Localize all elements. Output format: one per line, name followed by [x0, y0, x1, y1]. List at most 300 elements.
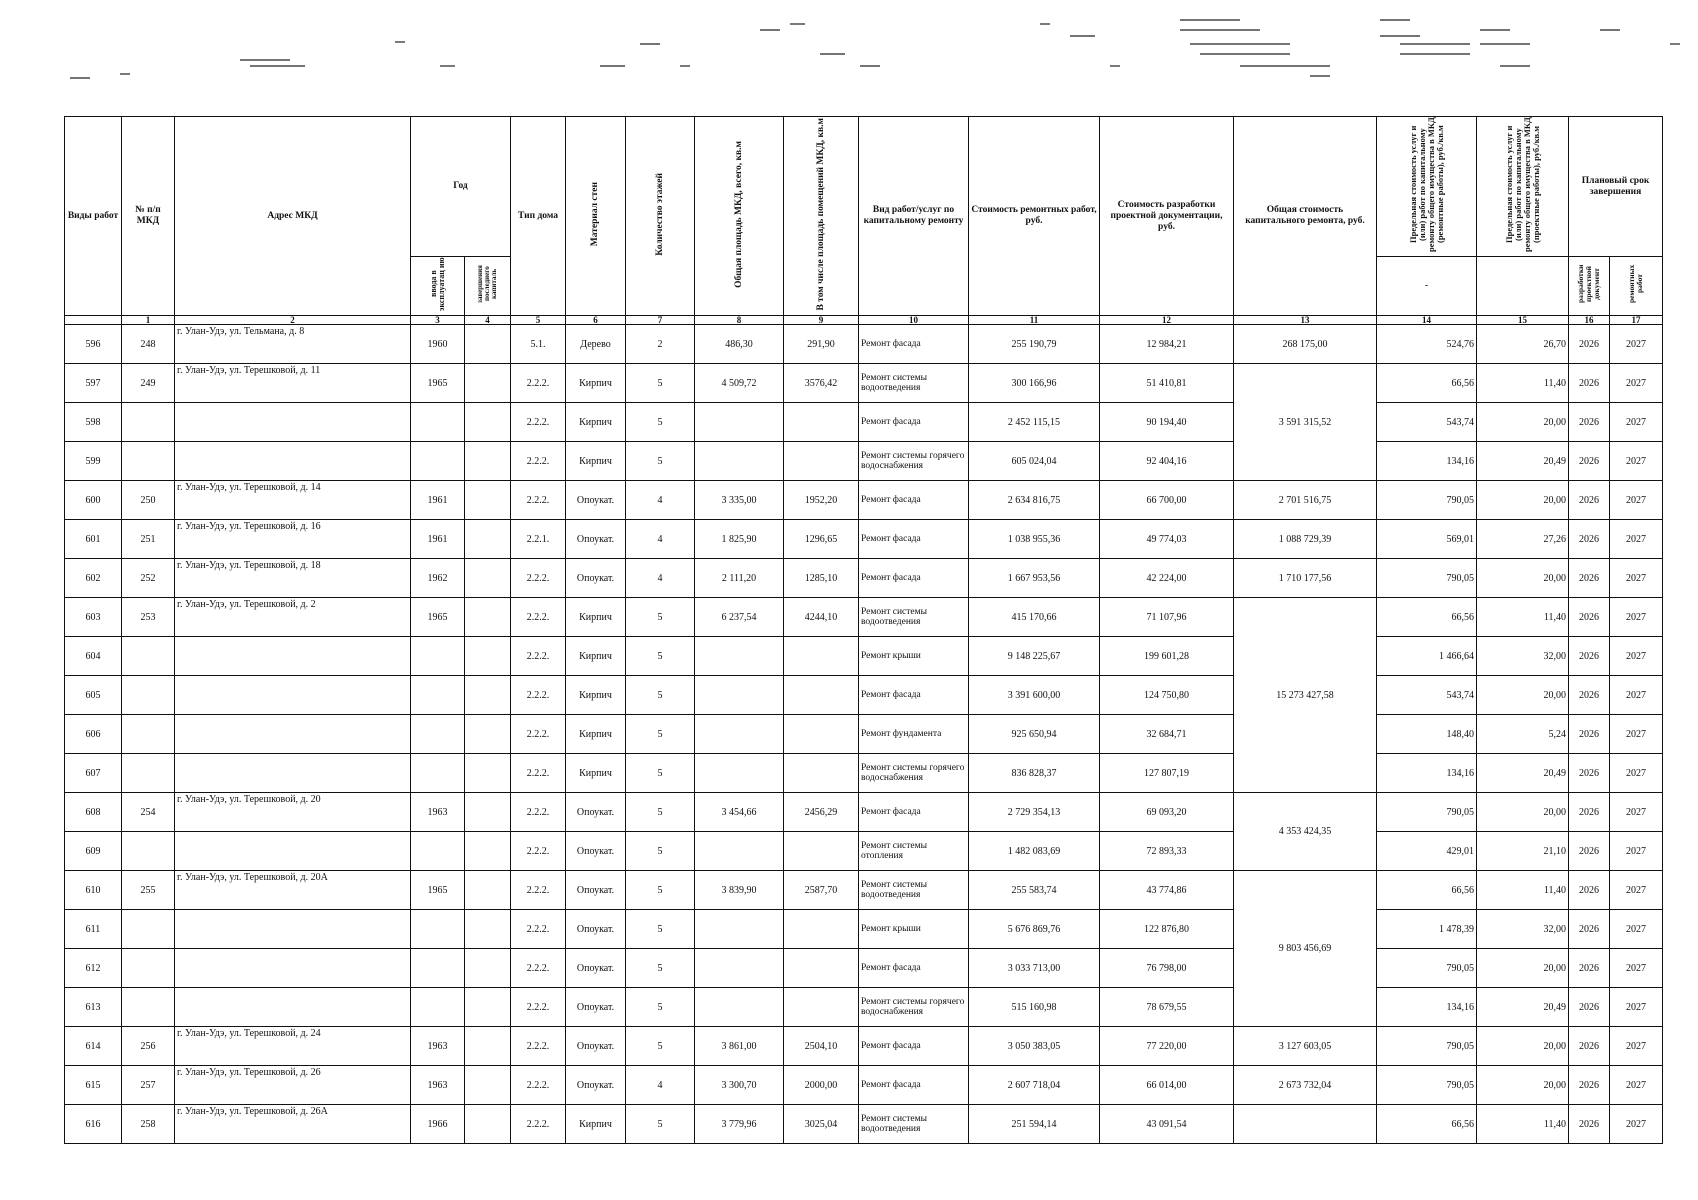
- header-ploshad-text: Общая площадь МКД, всего, кв.м: [733, 140, 744, 288]
- limit-design-cell: 20,49: [1477, 442, 1569, 481]
- design-cost-cell: 71 107,96: [1100, 598, 1234, 637]
- mkd-number-cell: 248: [122, 325, 175, 364]
- design-deadline-cell: 2026: [1569, 325, 1610, 364]
- address-cell: [175, 442, 411, 481]
- total-area-cell: 6 237,54: [695, 598, 784, 637]
- column-number: [65, 316, 122, 325]
- address-cell: г. Улан-Удэ, ул. Терешковой, д. 14: [175, 481, 411, 520]
- header-vid-rabot: Виды работ: [65, 117, 122, 316]
- premises-area-cell: [784, 403, 859, 442]
- repair-deadline-cell: 2027: [1610, 559, 1663, 598]
- work-id-cell: 607: [65, 754, 122, 793]
- wall-material-cell: Опоукат.: [566, 1027, 626, 1066]
- limit-design-cell: 11,40: [1477, 1105, 1569, 1144]
- total-cost-cell: 268 175,00: [1234, 325, 1377, 364]
- limit-repair-cell: 790,05: [1377, 559, 1477, 598]
- total-area-cell: [695, 949, 784, 988]
- house-type-cell: 2.2.2.: [511, 1105, 566, 1144]
- total-cost-cell: 1 710 177,56: [1234, 559, 1377, 598]
- repair-deadline-cell: 2027: [1610, 715, 1663, 754]
- mkd-number-cell: 258: [122, 1105, 175, 1144]
- repair-cost-cell: 1 482 083,69: [969, 832, 1100, 871]
- header-tip-doma: Тип дома: [511, 117, 566, 316]
- design-deadline-cell: 2026: [1569, 1027, 1610, 1066]
- house-type-cell: 2.2.2.: [511, 1027, 566, 1066]
- limit-design-cell: 20,00: [1477, 676, 1569, 715]
- year-last-repair-cell: [465, 442, 511, 481]
- table-row: [65, 559, 1663, 598]
- wall-material-cell: Опоукат.: [566, 481, 626, 520]
- work-id-cell: 615: [65, 1066, 122, 1105]
- limit-repair-cell: 66,56: [1377, 598, 1477, 637]
- address-cell: г. Улан-Удэ, ул. Терешковой, д. 26: [175, 1066, 411, 1105]
- repair-cost-cell: 415 170,66: [969, 598, 1100, 637]
- table-row: [65, 637, 1663, 676]
- limit-design-cell: 11,40: [1477, 871, 1569, 910]
- header-pred2-sub: [1477, 257, 1569, 316]
- repair-cost-cell: 925 650,94: [969, 715, 1100, 754]
- limit-repair-cell: 524,76: [1377, 325, 1477, 364]
- work-type-cell: Ремонт фасада: [859, 403, 969, 442]
- wall-material-cell: Опоукат.: [566, 832, 626, 871]
- year-last-repair-cell: [465, 871, 511, 910]
- year-last-repair-cell: [465, 325, 511, 364]
- mkd-number-cell: [122, 949, 175, 988]
- design-cost-cell: 69 093,20: [1100, 793, 1234, 832]
- repair-cost-cell: 255 190,79: [969, 325, 1100, 364]
- premises-area-cell: [784, 832, 859, 871]
- total-area-cell: 486,30: [695, 325, 784, 364]
- year-last-repair-cell: [465, 1105, 511, 1144]
- table-row: [65, 1027, 1663, 1066]
- repair-cost-cell: 605 024,04: [969, 442, 1100, 481]
- header-pred1-sub: -: [1377, 257, 1477, 316]
- repair-deadline-cell: 2027: [1610, 754, 1663, 793]
- design-cost-cell: 76 798,00: [1100, 949, 1234, 988]
- table-row: [65, 910, 1663, 949]
- year-commissioned-cell: 1961: [411, 481, 465, 520]
- year-commissioned-cell: [411, 403, 465, 442]
- header-stoimost-proekt: Стоимость разработки проектной документации, руб.: [1100, 117, 1234, 316]
- total-area-cell: [695, 910, 784, 949]
- wall-material-cell: Опоукат.: [566, 1066, 626, 1105]
- column-number: 5: [511, 316, 566, 325]
- repair-cost-cell: 836 828,37: [969, 754, 1100, 793]
- work-type-cell: Ремонт фасада: [859, 793, 969, 832]
- column-number: 11: [969, 316, 1100, 325]
- year-last-repair-cell: [465, 988, 511, 1027]
- floors-cell: 5: [626, 442, 695, 481]
- mkd-number-cell: 253: [122, 598, 175, 637]
- year-last-repair-cell: [465, 676, 511, 715]
- mkd-number-cell: [122, 637, 175, 676]
- design-deadline-cell: 2026: [1569, 910, 1610, 949]
- floors-cell: 5: [626, 598, 695, 637]
- column-number: 10: [859, 316, 969, 325]
- total-area-cell: [695, 676, 784, 715]
- year-commissioned-cell: 1965: [411, 871, 465, 910]
- repair-deadline-cell: 2027: [1610, 1066, 1663, 1105]
- mkd-number-cell: [122, 754, 175, 793]
- design-cost-cell: 51 410,81: [1100, 364, 1234, 403]
- repair-cost-cell: 2 452 115,15: [969, 403, 1100, 442]
- repair-deadline-cell: 2027: [1610, 1105, 1663, 1144]
- design-deadline-cell: 2026: [1569, 559, 1610, 598]
- limit-design-cell: 20,49: [1477, 754, 1569, 793]
- column-number-row: [65, 316, 1663, 325]
- design-deadline-cell: 2026: [1569, 871, 1610, 910]
- header-etazhi: [626, 117, 695, 316]
- year-commissioned-cell: 1962: [411, 559, 465, 598]
- repair-deadline-cell: 2027: [1610, 949, 1663, 988]
- design-cost-cell: 127 807,19: [1100, 754, 1234, 793]
- design-cost-cell: 32 684,71: [1100, 715, 1234, 754]
- header-pred1: [1377, 117, 1477, 257]
- header-ploshad-pom-text: В том числе площадь помещений МКД, кв.м: [815, 117, 826, 311]
- design-deadline-cell: 2026: [1569, 442, 1610, 481]
- house-type-cell: 2.2.2.: [511, 598, 566, 637]
- premises-area-cell: 1952,20: [784, 481, 859, 520]
- table-row: [65, 1066, 1663, 1105]
- floors-cell: 5: [626, 403, 695, 442]
- house-type-cell: 2.2.2.: [511, 754, 566, 793]
- header-god-sub2: [465, 257, 511, 316]
- limit-design-cell: 20,00: [1477, 949, 1569, 988]
- house-type-cell: 2.2.2.: [511, 637, 566, 676]
- work-type-cell: Ремонт системы водоотведения: [859, 598, 969, 637]
- house-type-cell: 2.2.2.: [511, 715, 566, 754]
- column-number: 17: [1610, 316, 1663, 325]
- table-row: [65, 754, 1663, 793]
- header-etazhi-text: Количество этажей: [654, 172, 665, 256]
- table-row: [65, 481, 1663, 520]
- design-deadline-cell: 2026: [1569, 988, 1610, 1027]
- header-pred1-text: Предельная стоимость услуг и (или) работ по капитальному ремонту общего имущества в МКД (ремонтные работы), руб./кв.м: [1407, 117, 1445, 252]
- premises-area-cell: [784, 754, 859, 793]
- year-commissioned-cell: [411, 715, 465, 754]
- repair-deadline-cell: 2027: [1610, 832, 1663, 871]
- premises-area-cell: [784, 949, 859, 988]
- premises-area-cell: 4244,10: [784, 598, 859, 637]
- year-last-repair-cell: [465, 637, 511, 676]
- limit-design-cell: 20,00: [1477, 793, 1569, 832]
- premises-area-cell: 2000,00: [784, 1066, 859, 1105]
- premises-area-cell: 291,90: [784, 325, 859, 364]
- limit-repair-cell: 134,16: [1377, 442, 1477, 481]
- table-row: [65, 793, 1663, 832]
- work-id-cell: 613: [65, 988, 122, 1027]
- limit-repair-cell: 148,40: [1377, 715, 1477, 754]
- column-number: 15: [1477, 316, 1569, 325]
- wall-material-cell: Опоукат.: [566, 559, 626, 598]
- work-type-cell: Ремонт системы водоотведения: [859, 871, 969, 910]
- total-area-cell: [695, 637, 784, 676]
- work-type-cell: Ремонт системы отопления: [859, 832, 969, 871]
- total-area-cell: 3 861,00: [695, 1027, 784, 1066]
- address-cell: [175, 754, 411, 793]
- work-type-cell: Ремонт крыши: [859, 910, 969, 949]
- header-srok: Плановый срок завершения: [1569, 117, 1663, 257]
- year-commissioned-cell: 1961: [411, 520, 465, 559]
- year-last-repair-cell: [465, 1027, 511, 1066]
- design-deadline-cell: 2026: [1569, 676, 1610, 715]
- work-id-cell: 601: [65, 520, 122, 559]
- table-row: [65, 442, 1663, 481]
- table-body: [65, 325, 1663, 1144]
- year-commissioned-cell: 1963: [411, 1027, 465, 1066]
- total-cost-cell: [1234, 1105, 1377, 1144]
- header-god-sub2-text: завершения последнего капиталь: [476, 265, 498, 303]
- design-cost-cell: 43 774,86: [1100, 871, 1234, 910]
- repair-deadline-cell: 2027: [1610, 403, 1663, 442]
- address-cell: г. Улан-Удэ, ул. Терешковой, д. 20: [175, 793, 411, 832]
- mkd-number-cell: [122, 715, 175, 754]
- floors-cell: 5: [626, 364, 695, 403]
- total-area-cell: 3 454,66: [695, 793, 784, 832]
- table-row: [65, 325, 1663, 364]
- repair-cost-cell: 9 148 225,67: [969, 637, 1100, 676]
- house-type-cell: 2.2.2.: [511, 1066, 566, 1105]
- work-type-cell: Ремонт системы горячего водоснабжения: [859, 442, 969, 481]
- repair-deadline-cell: 2027: [1610, 481, 1663, 520]
- year-last-repair-cell: [465, 598, 511, 637]
- limit-repair-cell: 790,05: [1377, 1066, 1477, 1105]
- year-commissioned-cell: [411, 676, 465, 715]
- wall-material-cell: Кирпич: [566, 1105, 626, 1144]
- limit-design-cell: 21,10: [1477, 832, 1569, 871]
- design-deadline-cell: 2026: [1569, 1066, 1610, 1105]
- year-commissioned-cell: [411, 754, 465, 793]
- repair-cost-cell: 3 033 713,00: [969, 949, 1100, 988]
- design-cost-cell: 72 893,33: [1100, 832, 1234, 871]
- design-deadline-cell: 2026: [1569, 637, 1610, 676]
- header-obshaya-stoimost: Общая стоимость капитального ремонта, руб.: [1234, 117, 1377, 316]
- table-row: [65, 871, 1663, 910]
- address-cell: г. Улан-Удэ, ул. Терешковой, д. 20А: [175, 871, 411, 910]
- floors-cell: 4: [626, 1066, 695, 1105]
- year-commissioned-cell: 1960: [411, 325, 465, 364]
- mkd-number-cell: 251: [122, 520, 175, 559]
- design-deadline-cell: 2026: [1569, 520, 1610, 559]
- design-deadline-cell: 2026: [1569, 598, 1610, 637]
- design-deadline-cell: 2026: [1569, 403, 1610, 442]
- work-id-cell: 598: [65, 403, 122, 442]
- year-last-repair-cell: [465, 910, 511, 949]
- address-cell: [175, 715, 411, 754]
- total-cost-cell: 2 701 516,75: [1234, 481, 1377, 520]
- design-cost-cell: 12 984,21: [1100, 325, 1234, 364]
- design-cost-cell: 78 679,55: [1100, 988, 1234, 1027]
- header-god-sub1: [411, 257, 465, 316]
- limit-repair-cell: 543,74: [1377, 676, 1477, 715]
- mkd-number-cell: [122, 988, 175, 1027]
- repair-cost-cell: 255 583,74: [969, 871, 1100, 910]
- wall-material-cell: Кирпич: [566, 754, 626, 793]
- work-id-cell: 604: [65, 637, 122, 676]
- repair-deadline-cell: 2027: [1610, 793, 1663, 832]
- total-area-cell: 3 779,96: [695, 1105, 784, 1144]
- wall-material-cell: Опоукат.: [566, 949, 626, 988]
- house-type-cell: 2.2.2.: [511, 910, 566, 949]
- repair-deadline-cell: 2027: [1610, 910, 1663, 949]
- year-last-repair-cell: [465, 520, 511, 559]
- wall-material-cell: Кирпич: [566, 598, 626, 637]
- table-row: [65, 832, 1663, 871]
- limit-design-cell: 20,00: [1477, 1066, 1569, 1105]
- limit-repair-cell: 66,56: [1377, 871, 1477, 910]
- year-last-repair-cell: [465, 793, 511, 832]
- work-id-cell: 610: [65, 871, 122, 910]
- design-cost-cell: 66 014,00: [1100, 1066, 1234, 1105]
- house-type-cell: 2.2.2.: [511, 832, 566, 871]
- repair-cost-cell: 2 634 816,75: [969, 481, 1100, 520]
- limit-repair-cell: 66,56: [1377, 1105, 1477, 1144]
- design-deadline-cell: 2026: [1569, 754, 1610, 793]
- address-cell: [175, 910, 411, 949]
- year-commissioned-cell: [411, 832, 465, 871]
- repair-cost-cell: 300 166,96: [969, 364, 1100, 403]
- limit-design-cell: 20,49: [1477, 988, 1569, 1027]
- limit-repair-cell: 790,05: [1377, 1027, 1477, 1066]
- table-row: [65, 988, 1663, 1027]
- repair-deadline-cell: 2027: [1610, 520, 1663, 559]
- header-pred2: [1477, 117, 1569, 257]
- work-type-cell: Ремонт крыши: [859, 637, 969, 676]
- limit-repair-cell: 66,56: [1377, 364, 1477, 403]
- design-cost-cell: 49 774,03: [1100, 520, 1234, 559]
- floors-cell: 5: [626, 988, 695, 1027]
- floors-cell: 5: [626, 637, 695, 676]
- repair-cost-cell: 3 050 383,05: [969, 1027, 1100, 1066]
- repair-deadline-cell: 2027: [1610, 988, 1663, 1027]
- mkd-number-cell: [122, 910, 175, 949]
- floors-cell: 5: [626, 832, 695, 871]
- column-number: 3: [411, 316, 465, 325]
- year-commissioned-cell: [411, 910, 465, 949]
- total-cost-cell: 2 673 732,04: [1234, 1066, 1377, 1105]
- mkd-number-cell: [122, 403, 175, 442]
- repair-deadline-cell: 2027: [1610, 1027, 1663, 1066]
- limit-repair-cell: 429,01: [1377, 832, 1477, 871]
- wall-material-cell: Кирпич: [566, 442, 626, 481]
- mkd-number-cell: [122, 676, 175, 715]
- work-id-cell: 599: [65, 442, 122, 481]
- year-commissioned-cell: 1963: [411, 1066, 465, 1105]
- house-type-cell: 2.2.2.: [511, 403, 566, 442]
- repair-deadline-cell: 2027: [1610, 325, 1663, 364]
- wall-material-cell: Кирпич: [566, 637, 626, 676]
- header-ploshad-pom: [784, 117, 859, 316]
- header-n-mkd: № п/п МКД: [122, 117, 175, 316]
- work-id-cell: 603: [65, 598, 122, 637]
- column-number: 9: [784, 316, 859, 325]
- header-srok-sub1: [1569, 257, 1610, 316]
- header-god: Год: [411, 117, 511, 257]
- premises-area-cell: [784, 442, 859, 481]
- address-cell: г. Улан-Удэ, ул. Терешковой, д. 11: [175, 364, 411, 403]
- column-number: 1: [122, 316, 175, 325]
- year-commissioned-cell: [411, 637, 465, 676]
- premises-area-cell: [784, 676, 859, 715]
- repair-cost-cell: 515 160,98: [969, 988, 1100, 1027]
- header-pred2-text: Предельная стоимость услуг и (или) работ по капитальному ремонту общего имущества в МКД (проектные работы), руб./кв.м: [1503, 117, 1541, 252]
- column-number: 12: [1100, 316, 1234, 325]
- table-row: [65, 1105, 1663, 1144]
- year-commissioned-cell: 1965: [411, 598, 465, 637]
- design-deadline-cell: 2026: [1569, 793, 1610, 832]
- repair-cost-cell: 1 038 955,36: [969, 520, 1100, 559]
- limit-design-cell: 20,00: [1477, 403, 1569, 442]
- year-last-repair-cell: [465, 559, 511, 598]
- total-cost-cell: 3 591 315,52: [1234, 364, 1377, 481]
- total-area-cell: 3 300,70: [695, 1066, 784, 1105]
- design-cost-cell: 42 224,00: [1100, 559, 1234, 598]
- repair-deadline-cell: 2027: [1610, 442, 1663, 481]
- work-id-cell: 616: [65, 1105, 122, 1144]
- table-row: [65, 403, 1663, 442]
- repair-cost-cell: 3 391 600,00: [969, 676, 1100, 715]
- column-number: 8: [695, 316, 784, 325]
- table-row: [65, 364, 1663, 403]
- capital-repair-table: [64, 116, 1663, 1144]
- repair-cost-cell: 251 594,14: [969, 1105, 1100, 1144]
- header-srok-sub1-text: разработки проектной документ: [1576, 264, 1601, 304]
- wall-material-cell: Дерево: [566, 325, 626, 364]
- column-number: 13: [1234, 316, 1377, 325]
- premises-area-cell: [784, 637, 859, 676]
- mkd-number-cell: 256: [122, 1027, 175, 1066]
- address-cell: г. Улан-Удэ, ул. Терешковой, д. 2: [175, 598, 411, 637]
- work-type-cell: Ремонт фасада: [859, 481, 969, 520]
- limit-repair-cell: 790,05: [1377, 793, 1477, 832]
- header-god-sub1-text: ввода в эксплуатац ию: [428, 257, 446, 311]
- floors-cell: 5: [626, 754, 695, 793]
- header-vid-uslug: Вид работ/услуг по капитальному ремонту: [859, 117, 969, 316]
- year-commissioned-cell: [411, 949, 465, 988]
- limit-repair-cell: 543,74: [1377, 403, 1477, 442]
- premises-area-cell: 2504,10: [784, 1027, 859, 1066]
- work-type-cell: Ремонт фундамента: [859, 715, 969, 754]
- work-type-cell: Ремонт системы горячего водоснабжения: [859, 988, 969, 1027]
- total-area-cell: 4 509,72: [695, 364, 784, 403]
- column-number: 2: [175, 316, 411, 325]
- limit-design-cell: 11,40: [1477, 598, 1569, 637]
- total-area-cell: 1 825,90: [695, 520, 784, 559]
- floors-cell: 5: [626, 793, 695, 832]
- premises-area-cell: 2456,29: [784, 793, 859, 832]
- wall-material-cell: Опоукат.: [566, 871, 626, 910]
- house-type-cell: 2.2.2.: [511, 364, 566, 403]
- address-cell: г. Улан-Удэ, ул. Терешковой, д. 26А: [175, 1105, 411, 1144]
- total-cost-cell: 3 127 603,05: [1234, 1027, 1377, 1066]
- work-type-cell: Ремонт системы водоотведения: [859, 364, 969, 403]
- work-id-cell: 611: [65, 910, 122, 949]
- premises-area-cell: [784, 715, 859, 754]
- floors-cell: 5: [626, 1105, 695, 1144]
- work-id-cell: 612: [65, 949, 122, 988]
- work-type-cell: Ремонт фасада: [859, 1066, 969, 1105]
- wall-material-cell: Опоукат.: [566, 793, 626, 832]
- total-area-cell: [695, 832, 784, 871]
- limit-repair-cell: 134,16: [1377, 754, 1477, 793]
- work-type-cell: Ремонт системы горячего водоснабжения: [859, 754, 969, 793]
- house-type-cell: 2.2.2.: [511, 871, 566, 910]
- wall-material-cell: Опоукат.: [566, 988, 626, 1027]
- total-area-cell: [695, 754, 784, 793]
- table-row: [65, 715, 1663, 754]
- floors-cell: 5: [626, 871, 695, 910]
- limit-repair-cell: 134,16: [1377, 988, 1477, 1027]
